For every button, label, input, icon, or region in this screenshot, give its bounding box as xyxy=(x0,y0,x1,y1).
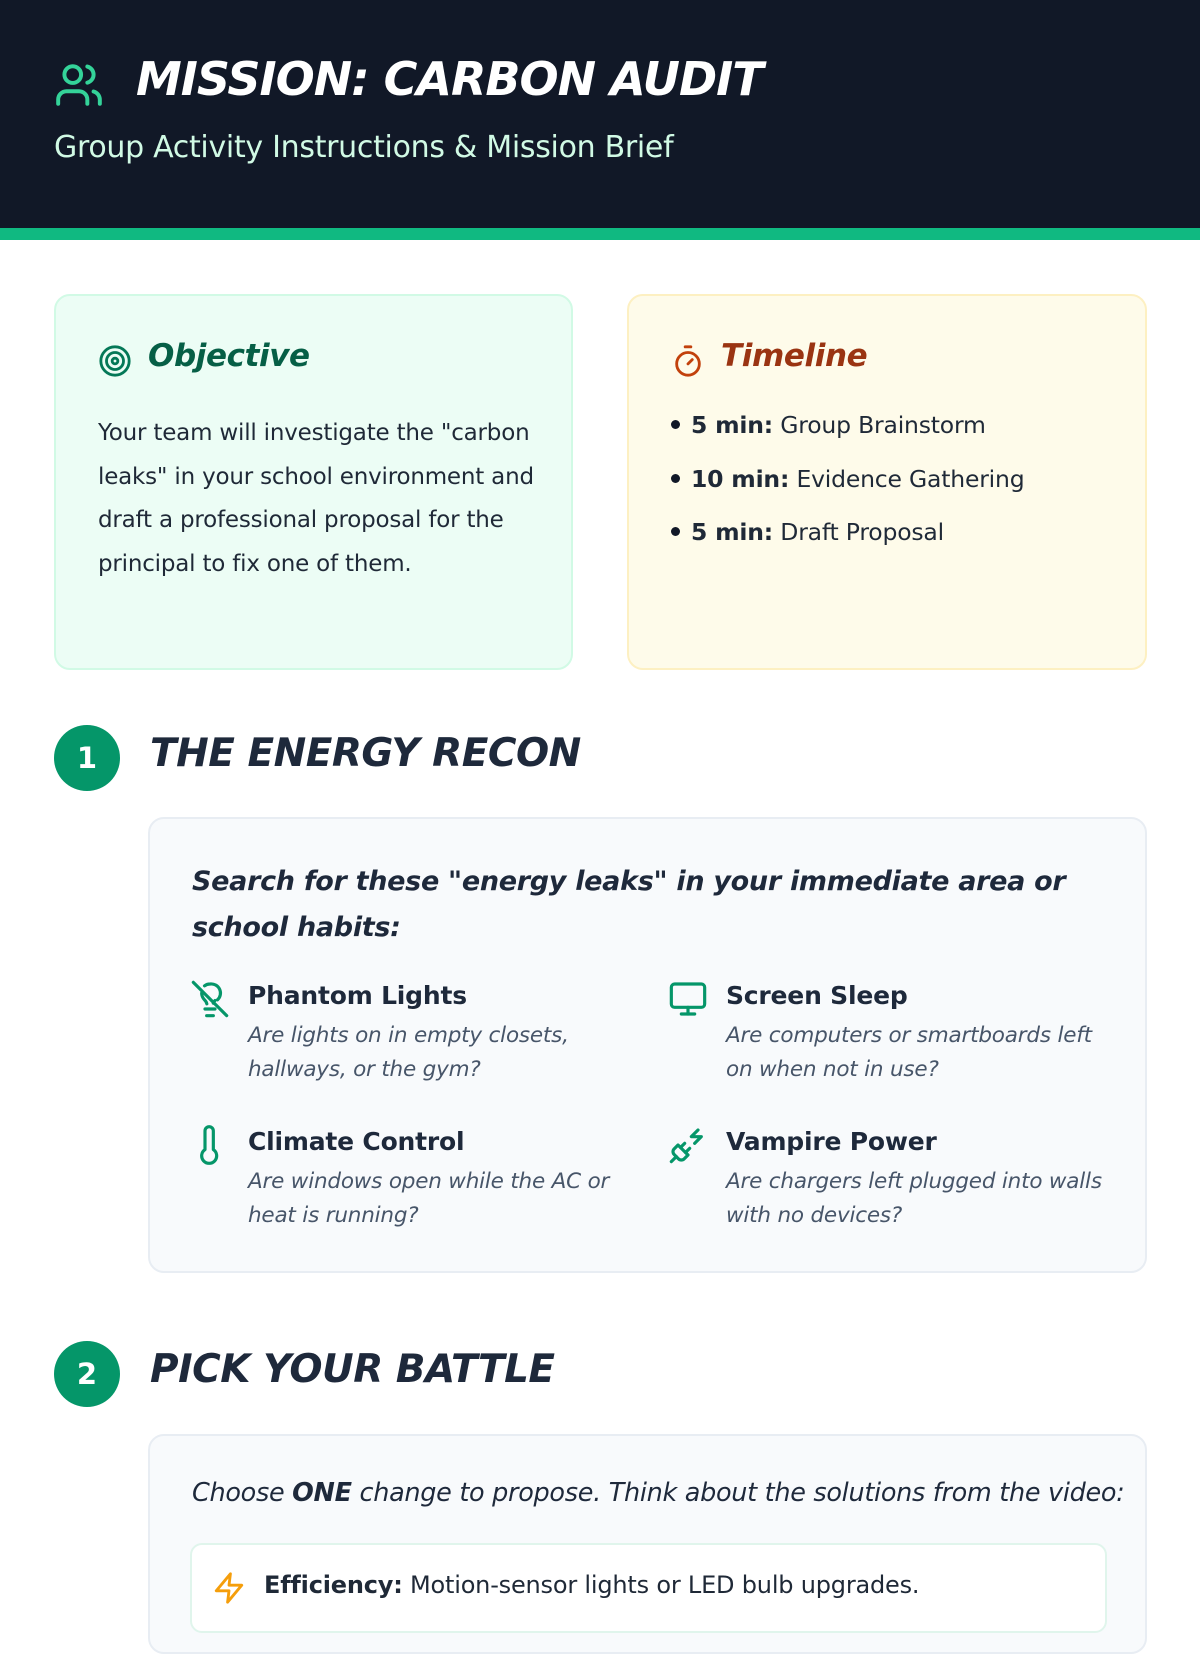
thermometer-icon xyxy=(190,1125,230,1165)
energy-recon-panel xyxy=(148,817,1147,1273)
page-subtitle: Group Activity Instructions & Mission Brief xyxy=(54,130,674,165)
leak-title: Vampire Power xyxy=(726,1127,937,1156)
step-1-badge: 1 xyxy=(54,725,120,791)
leak-desc: Are lights on in empty closets, hallways, or the gym? xyxy=(248,1023,569,1082)
timeline-list xyxy=(671,410,1024,571)
step-1-title: THE ENERGY RECON xyxy=(150,731,581,776)
page-title: MISSION: CARBON AUDIT xyxy=(136,52,763,106)
page-header xyxy=(0,0,1200,228)
energy-recon-intro: Search for these "energy leaks" in your immediate area or school habits: xyxy=(192,866,1066,943)
leak-title: Climate Control xyxy=(248,1127,465,1156)
monitor-icon xyxy=(668,979,708,1019)
leak-title: Screen Sleep xyxy=(726,981,908,1010)
lightbulb-off-icon xyxy=(190,979,230,1019)
leak-title: Phantom Lights xyxy=(248,981,467,1010)
solution-option-efficiency[interactable] xyxy=(190,1543,1107,1633)
step-2-badge: 2 xyxy=(54,1341,120,1407)
leak-desc: Are windows open while the AC or heat is running? xyxy=(248,1169,610,1228)
leak-desc: Are chargers left plugged into walls with no devices? xyxy=(726,1169,1102,1228)
timeline-title: Timeline xyxy=(721,338,868,374)
stopwatch-icon xyxy=(671,344,705,378)
plug-zap-icon xyxy=(668,1125,708,1165)
timeline-item: 5 min: Group Brainstorm xyxy=(671,410,1024,464)
objective-text: Your team will investigate the "carbon leaks" in your school environment and draft a professional proposal for the principal to fix one of them. xyxy=(98,420,534,577)
timeline-item: 5 min: Draft Proposal xyxy=(671,517,1024,571)
target-icon xyxy=(98,344,132,378)
users-icon xyxy=(54,60,104,110)
objective-card xyxy=(54,294,573,670)
pick-your-battle-intro: Choose ONE change to propose. Think about the solutions from the video: xyxy=(192,1478,1125,1508)
timeline-card xyxy=(627,294,1147,670)
timeline-item: 10 min: Evidence Gathering xyxy=(671,464,1024,518)
pick-your-battle-panel xyxy=(148,1434,1147,1654)
objective-title: Objective xyxy=(148,338,310,374)
header-accent-bar xyxy=(0,228,1200,240)
option-text: Efficiency: Motion-sensor lights or LED bulb upgrades. xyxy=(264,1571,920,1599)
step-2-title: PICK YOUR BATTLE xyxy=(150,1347,555,1392)
leak-desc: Are computers or smartboards left on when not in use? xyxy=(726,1023,1092,1082)
